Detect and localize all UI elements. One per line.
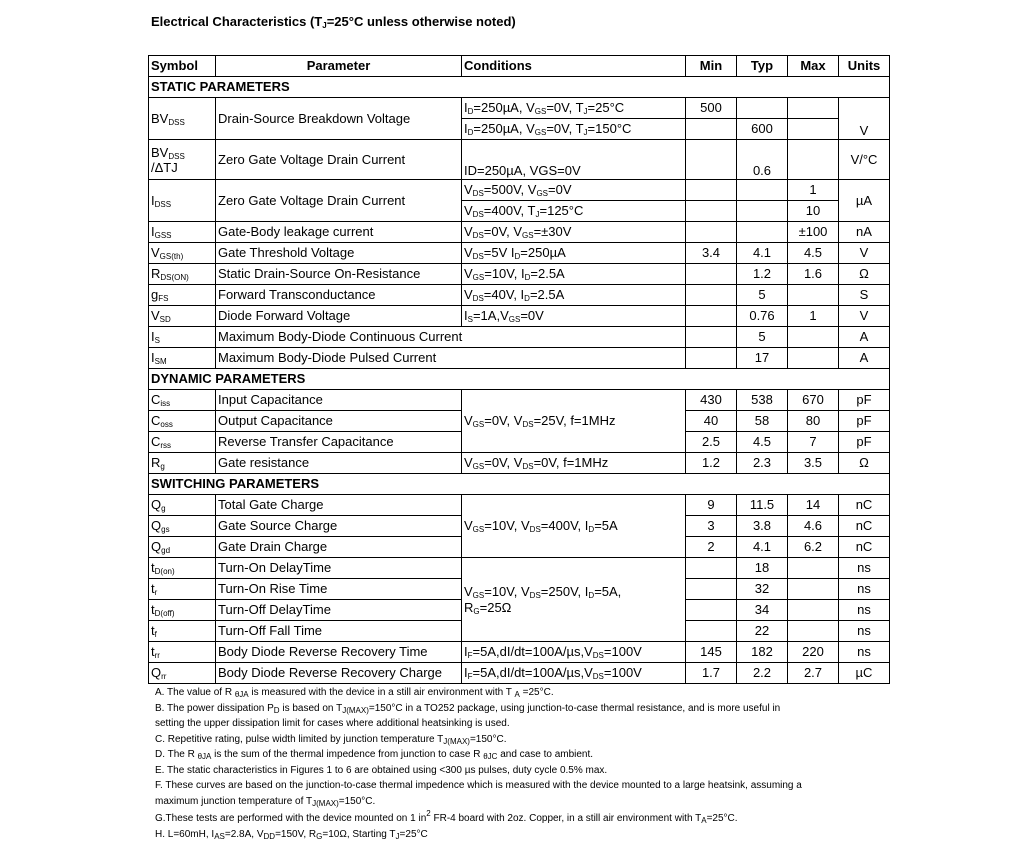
footnote-f-cont: maximum junction temperature of $T_{J(MAX)}=150^\circ C$. [155,795,376,808]
min-cell: 3.4 [686,243,737,264]
section-dynamic: DYNAMIC PARAMETERS [149,369,890,390]
conditions-cell: $V_{GS}=10V$, $V_{DS}=250V$, $I_D=5A$, $R_G=25\Omega$ [462,558,686,642]
typ-cell: 2.2 [737,663,788,684]
min-cell: 2.5 [686,432,737,453]
symbol-cell: $BV_{DSS}$ [149,98,216,140]
section-row [149,369,890,390]
min-cell: 1.7 [686,663,737,684]
max-cell [788,621,839,642]
conditions-cell: $V_{DS}=400V$, $T_J=125^\circ C$ [462,201,686,222]
typ-cell: 5 [737,285,788,306]
max-cell: ±100 [788,222,839,243]
section-title: Electrical Characteristics ($T_J=25^\circ C$ unless otherwise noted) [151,14,516,30]
parameter-cell: Turn-On Rise Time [216,579,462,600]
header-symbol: Symbol [149,56,216,77]
table-row [149,642,890,663]
symbol-cell: $C_{rss}$ [149,432,216,453]
typ-cell: 18 [737,558,788,579]
typ-cell: 32 [737,579,788,600]
symbol-cell: $Q_{gs}$ [149,516,216,537]
typ-cell: 182 [737,642,788,663]
typ-cell: 1.2 [737,264,788,285]
parameter-cell: Gate Threshold Voltage [216,243,462,264]
conditions-cell: $I_F=5A,dI/dt=100A/\mu s,V_{DS}=100V$ [462,663,686,684]
typ-cell: 0.6 [737,140,788,180]
units-cell: A [839,327,890,348]
footnote-b-cont: setting the upper dissipation limit for cases where additional heatsinking is used. [155,718,510,729]
units-cell: nC [839,495,890,516]
table-row [149,390,890,411]
parameter-cell: Gate Source Charge [216,516,462,537]
symbol-cell: $t_f$ [149,621,216,642]
symbol-cell: $t_{D(off)}$ [149,600,216,621]
max-cell [788,140,839,180]
header-units: Units [839,56,890,77]
units-cell: ns [839,579,890,600]
typ-cell: 17 [737,348,788,369]
parameter-cell: Maximum Body-Diode Pulsed Current [216,348,686,369]
min-cell [686,621,737,642]
symbol-cell: $I_{GSS}$ [149,222,216,243]
table-row [149,180,890,201]
footnotes [155,685,885,842]
conditions-cell: ID=250µA, VGS=0V [462,140,686,180]
table-row [149,327,890,348]
max-cell [788,98,839,119]
table-row [149,264,890,285]
parameter-cell: Turn-On DelayTime [216,558,462,579]
max-cell: 6.2 [788,537,839,558]
min-cell: 430 [686,390,737,411]
parameter-cell: Gate Drain Charge [216,537,462,558]
max-cell [788,285,839,306]
typ-cell: 11.5 [737,495,788,516]
min-cell [686,180,737,201]
max-cell [788,558,839,579]
max-cell: 7 [788,432,839,453]
max-cell: 4.5 [788,243,839,264]
footnote-e: E. The static characteristics in Figures 1 to 6 are obtained using <300 µs pulses, duty cycle 0.5% max. [155,764,608,776]
footnote-a: A. The value of R $_{\theta JA}$ is measured with the device in a still air environment with T $_A$ =25°C. [155,687,554,699]
typ-cell [737,180,788,201]
conditions-cell: $I_D=250\mu A$, $V_{GS}=0V$, $T_J=150^\circ C$ [462,119,686,140]
header-typ: Typ [737,56,788,77]
symbol-cell: $t_r$ [149,579,216,600]
typ-cell: 34 [737,600,788,621]
header-parameter: Parameter [216,56,462,77]
units-cell: V [839,306,890,327]
symbol-cell: $C_{iss}$ [149,390,216,411]
min-cell [686,140,737,180]
typ-cell: 2.3 [737,453,788,474]
conditions-cell: $V_{DS}=0V$, $V_{GS}=\pm 30V$ [462,222,686,243]
parameter-cell: Zero Gate Voltage Drain Current [216,180,462,222]
conditions-cell: $I_F=5A,dI/dt=100A/\mu s,V_{DS}=100V$ [462,642,686,663]
section-row [149,474,890,495]
max-cell: 220 [788,642,839,663]
symbol-cell: $R_{DS(ON)}$ [149,264,216,285]
min-cell: 9 [686,495,737,516]
max-cell: 80 [788,411,839,432]
conditions-cell: $V_{GS}=0V$, $V_{DS}=25V$, f=1MHz [462,390,686,453]
max-cell [788,579,839,600]
conditions-cell: $V_{DS}=5V$ $I_D=250\mu A$ [462,243,686,264]
min-cell [686,579,737,600]
units-cell: nC [839,516,890,537]
symbol-cell: $Q_{gd}$ [149,537,216,558]
units-cell: nC [839,537,890,558]
footnote-f: F. These curves are based on the junction-to-case thermal impedence which is measured with the device mounted to a large heatsink, assuming a [155,780,802,791]
parameter-cell: Turn-Off Fall Time [216,621,462,642]
units-cell: ns [839,600,890,621]
symbol-cell: $Q_g$ [149,495,216,516]
symbol-cell: $I_{SM}$ [149,348,216,369]
parameter-cell: Gate-Body leakage current [216,222,462,243]
symbol-cell: $t_{D(on)}$ [149,558,216,579]
units-cell: ns [839,558,890,579]
min-cell: 40 [686,411,737,432]
footnote-g: G.These tests are performed with the device mounted on 1 $in^2$ FR-4 board with 2oz. Copper, in a still air environment with $T_A=25^\circ C$. [155,809,738,825]
header-max: Max [788,56,839,77]
min-cell [686,119,737,140]
units-cell: pF [839,432,890,453]
typ-cell: 22 [737,621,788,642]
min-cell: 500 [686,98,737,119]
units-cell: µA [839,180,890,222]
parameter-cell: Maximum Body-Diode Continuous Current [216,327,686,348]
max-cell [788,119,839,140]
parameter-cell: Output Capacitance [216,411,462,432]
symbol-cell: $BV_{DSS}$ /ΔTJ [149,140,216,180]
units-cell: A [839,348,890,369]
max-cell: 10 [788,201,839,222]
conditions-cell: $V_{DS}=40V$, $I_D=2.5A$ [462,285,686,306]
symbol-cell: $I_S$ [149,327,216,348]
units-cell: pF [839,411,890,432]
units-cell: V [839,98,890,140]
symbol-cell: $R_g$ [149,453,216,474]
units-cell: V/°C [839,140,890,180]
typ-cell [737,201,788,222]
conditions-cell: $I_S=1A,V_{GS}=0V$ [462,306,686,327]
max-cell: 1 [788,180,839,201]
min-cell [686,264,737,285]
table-header-row [149,56,890,77]
max-cell [788,348,839,369]
typ-cell: 538 [737,390,788,411]
max-cell [788,327,839,348]
table-row [149,306,890,327]
table-row [149,663,890,684]
min-cell [686,306,737,327]
table-row [149,495,890,516]
symbol-cell: $C_{oss}$ [149,411,216,432]
parameter-cell: Drain-Source Breakdown Voltage [216,98,462,140]
units-cell: pF [839,390,890,411]
min-cell [686,348,737,369]
symbol-cell: $g_{FS}$ [149,285,216,306]
min-cell [686,327,737,348]
footnote-b: B. The power dissipation $P_D$ is based on $T_{J(MAX)}=150^\circ C$ in a TO252 package, using junction-to-case thermal resistance, and is more useful in [155,702,781,715]
max-cell: 14 [788,495,839,516]
section-switching: SWITCHING PARAMETERS [149,474,890,495]
min-cell: 3 [686,516,737,537]
parameter-cell: Input Capacitance [216,390,462,411]
min-cell: 145 [686,642,737,663]
parameter-cell: Body Diode Reverse Recovery Charge [216,663,462,684]
table-row [149,285,890,306]
typ-cell: 600 [737,119,788,140]
footnote-d: D. The R $_{\theta JA}$ is the sum of the thermal impedence from junction to case R $_{\theta JC}$ and case to ambient. [155,749,594,761]
typ-cell: 58 [737,411,788,432]
typ-cell: 3.8 [737,516,788,537]
table-row [149,348,890,369]
parameter-cell: Forward Transconductance [216,285,462,306]
parameter-cell: Reverse Transfer Capacitance [216,432,462,453]
typ-cell: 4.1 [737,537,788,558]
min-cell [686,222,737,243]
table-row [149,243,890,264]
units-cell: µC [839,663,890,684]
table-row [149,453,890,474]
typ-cell [737,98,788,119]
parameter-cell: Static Drain-Source On-Resistance [216,264,462,285]
typ-cell: 4.5 [737,432,788,453]
units-cell: V [839,243,890,264]
typ-cell: 5 [737,327,788,348]
units-cell: S [839,285,890,306]
conditions-cell: $V_{GS}=10V$, $I_D=2.5A$ [462,264,686,285]
max-cell: 4.6 [788,516,839,537]
parameter-cell: Body Diode Reverse Recovery Time [216,642,462,663]
parameter-cell: Zero Gate Voltage Drain Current [216,140,462,180]
header-min: Min [686,56,737,77]
min-cell [686,600,737,621]
conditions-cell: $I_D=250\mu A$, $V_{GS}=0V$, $T_J=25^\circ C$ [462,98,686,119]
units-cell: ns [839,621,890,642]
max-cell: 1.6 [788,264,839,285]
section-static: STATIC PARAMETERS [149,77,890,98]
conditions-cell: $V_{GS}=10V$, $V_{DS}=400V$, $I_D=5A$ [462,495,686,558]
table-row [149,140,890,180]
symbol-cell: $V_{GS(th)}$ [149,243,216,264]
typ-cell [737,222,788,243]
section-row [149,77,890,98]
table-row [149,98,890,119]
table-row [149,558,890,579]
units-cell: Ω [839,453,890,474]
symbol-cell: $I_{DSS}$ [149,180,216,222]
max-cell: 1 [788,306,839,327]
header-conditions: Conditions [462,56,686,77]
min-cell: 2 [686,537,737,558]
min-cell [686,558,737,579]
typ-cell: 0.76 [737,306,788,327]
symbol-cell: $V_{SD}$ [149,306,216,327]
symbol-cell: $Q_{rr}$ [149,663,216,684]
electrical-characteristics-table [148,55,890,684]
min-cell [686,201,737,222]
min-cell: 1.2 [686,453,737,474]
parameter-cell: Diode Forward Voltage [216,306,462,327]
max-cell: 670 [788,390,839,411]
units-cell: nA [839,222,890,243]
min-cell [686,285,737,306]
parameter-cell: Gate resistance [216,453,462,474]
table-row [149,222,890,243]
max-cell: 2.7 [788,663,839,684]
typ-cell: 4.1 [737,243,788,264]
footnote-h: H. L=60mH, $I_{AS}=2.8A$, $V_{DD}=150V$, $R_G=10\Omega$, Starting $T_J=25^\circ C$ [155,828,428,841]
parameter-cell: Total Gate Charge [216,495,462,516]
max-cell [788,600,839,621]
parameter-cell: Turn-Off DelayTime [216,600,462,621]
footnote-c: C. Repetitive rating, pulse width limited by junction temperature $T_{J(MAX)}=150^\circ C$. [155,733,507,746]
units-cell: Ω [839,264,890,285]
conditions-cell: $V_{DS}=500V$, $V_{GS}=0V$ [462,180,686,201]
units-cell: ns [839,642,890,663]
symbol-cell: $t_{rr}$ [149,642,216,663]
max-cell: 3.5 [788,453,839,474]
conditions-cell: $V_{GS}=0V$, $V_{DS}=0V$, f=1MHz [462,453,686,474]
